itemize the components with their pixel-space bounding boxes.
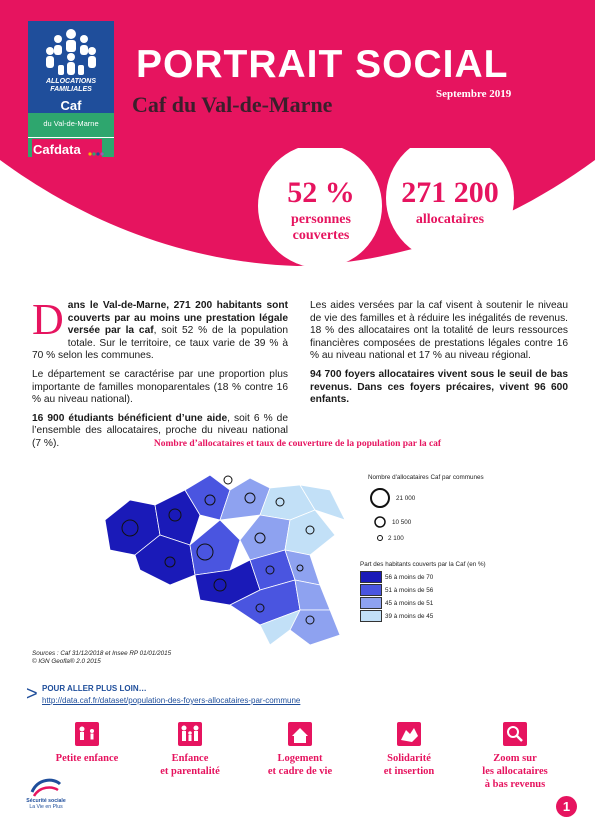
nav-solidarite[interactable] bbox=[354, 752, 464, 778]
left-p2: Le département se caractérise par une proportion plus importante de familles monoparentales (18 % contre 16 % au niveau national). bbox=[32, 368, 288, 406]
nav-label-1: Solidarité bbox=[387, 753, 431, 764]
more-label: POUR ALLER PLUS LOIN… bbox=[42, 684, 147, 693]
nav-label-1: Logement bbox=[277, 753, 323, 764]
right-p2-bold: 94 700 foyers allocataires vivent sous le seuil de bas revenus. Dans ces foyers précaires, vivent 96 600 enfants. bbox=[310, 368, 568, 406]
nav-label-1: Zoom sur bbox=[493, 753, 537, 764]
nav-zoom-bas-revenus[interactable] bbox=[460, 752, 570, 791]
nav-label-1: Enfance bbox=[171, 753, 209, 764]
left-p3-bold: 16 900 étudiants bénéficient d’une aide bbox=[32, 412, 228, 424]
publication-date: Septembre 2019 bbox=[436, 88, 512, 100]
children-icon bbox=[75, 722, 99, 746]
kpi-allocataires-value: 271 200 bbox=[401, 176, 499, 209]
kpi-coverage-value: 52 % bbox=[287, 176, 355, 209]
secu-line-2: La Vie en Plus bbox=[29, 804, 63, 810]
kpi-allocataires-label: allocataires bbox=[415, 212, 485, 227]
left-p3-rest: , soit 6 % de l’ensemble des allocataires, proche du niveau national (7 %). bbox=[32, 412, 289, 449]
logo-text-allocations: ALLOCATIONS bbox=[45, 78, 97, 85]
kpi-coverage-label-2: couvertes bbox=[292, 228, 350, 243]
nav-logement[interactable] bbox=[245, 752, 355, 778]
right-p1: Les aides versées par la caf visent à soutenir le niveau de vie des familles et à réduire les inégalités de revenus. 18 % des allocataires ont la totalité de leurs ressources financières composées de prestations légales contre 16 % au niveau national et 17 % au niveau régional. bbox=[310, 300, 568, 362]
legend-label: 45 à moins de 51 bbox=[385, 599, 434, 607]
left-p1-bold: ans le Val-de-Marne, 271 200 habitants sont couverts par au moins une prestation légale versée par la caf bbox=[67, 300, 288, 337]
logo-text-familiales: FAMILIALES bbox=[50, 86, 92, 93]
nav-label-3: à bas revenus bbox=[484, 779, 546, 790]
logo-text-caf: Caf bbox=[60, 98, 82, 113]
logo-text-region: du Val-de-Marne bbox=[43, 119, 99, 128]
legend-color-title: Part des habitants couverts par la Caf (en %) bbox=[360, 561, 486, 568]
chevron-right-icon: > bbox=[26, 683, 38, 705]
page-number: 1 bbox=[556, 796, 577, 817]
magnifier-icon bbox=[503, 722, 527, 746]
hands-icon bbox=[397, 722, 421, 746]
nav-enfance-parentalite[interactable] bbox=[135, 752, 245, 778]
dropcap: D bbox=[32, 295, 64, 344]
logo-text-cafdata: Cafdata bbox=[33, 142, 81, 157]
sources-line-1: Sources : Caf 31/12/2018 et Insee RP 01/01/2015 bbox=[32, 650, 172, 657]
nav-label: Petite enfance bbox=[55, 753, 119, 764]
secu-line-1: Sécurité sociale bbox=[26, 798, 66, 804]
map-title: Nombre d’allocataires et taux de couverture de la population par la caf bbox=[153, 439, 442, 449]
legend-size-21000: 21 000 bbox=[396, 495, 416, 502]
nav-petite-enfance[interactable] bbox=[32, 752, 142, 765]
legend-size-2100: 2 100 bbox=[388, 535, 404, 542]
nav-label-2: les allocataires bbox=[482, 766, 548, 777]
legend-label: 56 à moins de 70 bbox=[385, 573, 434, 581]
nav-label-2: et insertion bbox=[383, 766, 435, 777]
page-title: PORTRAIT SOCIAL bbox=[136, 43, 509, 86]
nav-label-2: et parentalité bbox=[160, 766, 220, 777]
legend-size-title: Nombre d'allocataires Caf par communes bbox=[368, 474, 484, 481]
kpi-coverage-label-1: personnes bbox=[291, 212, 351, 227]
securite-sociale-logo bbox=[30, 774, 62, 798]
dataset-link[interactable]: http://data.caf.fr/dataset/population-des-foyers-allocataires-par-commune bbox=[42, 696, 301, 705]
legend-size-10500: 10 500 bbox=[392, 519, 412, 526]
family-icon bbox=[178, 722, 202, 746]
legend-label: 51 à moins de 56 bbox=[385, 586, 434, 594]
securite-sociale-text bbox=[26, 798, 66, 810]
page-subtitle: Caf du Val-de-Marne bbox=[132, 92, 333, 117]
left-p1-rest: , soit 52 % de la population totale. Sur le territoire, ce taux varie de 39 % à 70 % selon les communes. bbox=[32, 325, 289, 362]
nav-label-2: et cadre de vie bbox=[267, 766, 333, 777]
house-icon bbox=[288, 722, 312, 746]
sources-line-2: © IGN Geofla® 2.0 2015 bbox=[32, 658, 101, 665]
legend-label: 39 à moins de 45 bbox=[385, 612, 434, 620]
